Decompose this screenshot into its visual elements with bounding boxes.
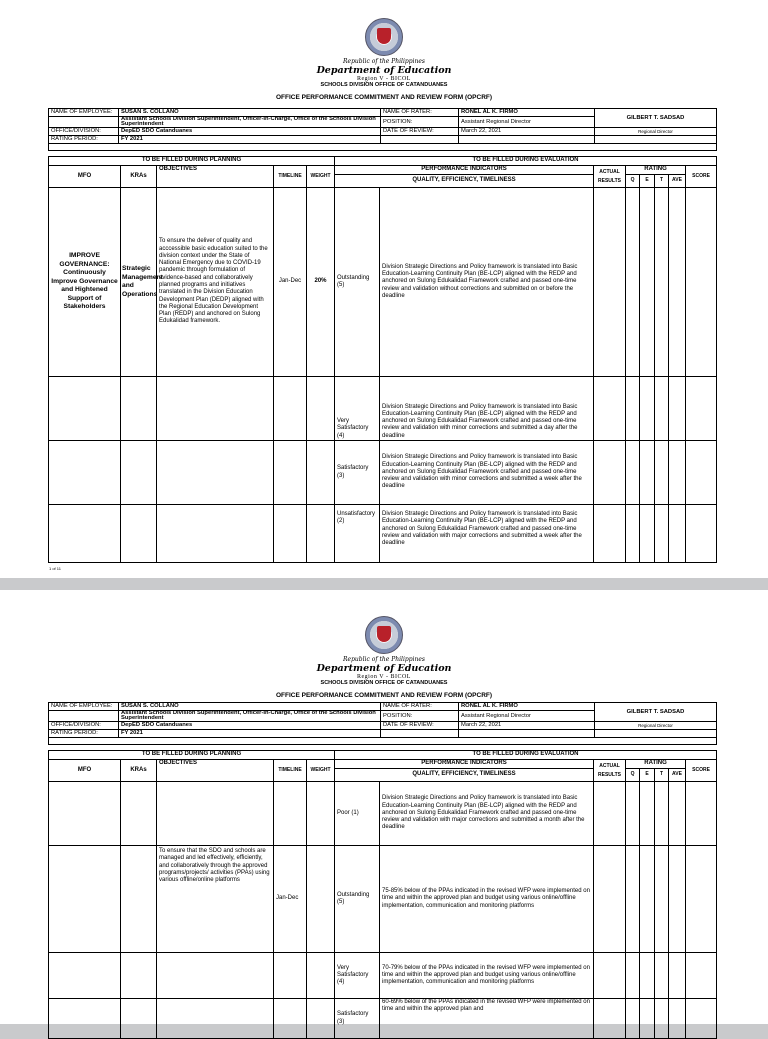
approver-title: Regional Director bbox=[595, 722, 717, 730]
col-qet: QUALITY, EFFICIENCY, TIMELINESS bbox=[335, 769, 594, 782]
table-row bbox=[49, 953, 717, 999]
evaluation-header: TO BE FILLED DURING EVALUATION bbox=[335, 157, 717, 166]
review-label: DATE OF REVIEW: bbox=[381, 722, 459, 730]
republic-line: Republic of the Philippines bbox=[343, 656, 425, 663]
rater-value: RONEL AL K. FIRMO bbox=[459, 703, 595, 711]
approver-title: Regional Director bbox=[595, 128, 717, 136]
employee-label: NAME OF EMPLOYEE: bbox=[49, 109, 119, 117]
indicator-cell: Division Strategic Directions and Policy framework is translated into Basic Education-Learning Continuity Plan (BE-LCP) aligned with the REDP and anchored on Sulong Edukalidad Framework crafted and passed one-time review and validation with minor corrections and submitted a day after the deadline bbox=[380, 377, 594, 441]
deped-seal-icon bbox=[365, 18, 403, 56]
col-t: T bbox=[655, 769, 669, 782]
rating-level: Poor (1) bbox=[335, 782, 380, 846]
col-actual-results: ACTUAL RESULTS bbox=[594, 166, 626, 188]
col-rating: RATING bbox=[626, 760, 686, 769]
indicator-cell: Division Strategic Directions and Policy framework is translated into Basic Education-Learning Continuity Plan (BE-LCP) aligned with the REDP and anchored on Sulong Edukalidad Framework crafted and passed one-time review and validation with major corrections and submitted a week after the deadline bbox=[380, 505, 594, 563]
rating-level: Very Satisfactory (4) bbox=[335, 377, 380, 441]
indicator-cell: 70-79% below of the PPAs indicated in the revised WFP were implemented on time and within the approved plan and budget using various online/offline implementation, communication and monitoring platforms bbox=[380, 953, 594, 999]
period-label: RATING PERIOD: bbox=[49, 136, 119, 144]
approver-name: GILBERT T. SADSAD bbox=[595, 703, 717, 722]
timeline-cell: Jan-Dec bbox=[274, 188, 307, 377]
employee-value: SUSAN S. COLLANO bbox=[119, 109, 381, 117]
col-q: Q bbox=[626, 769, 640, 782]
employee-position: Assistant Schools Division Superintendent, Officer-In-Charge, Office of the Schools Division Superintendent bbox=[119, 117, 381, 128]
office-label: OFFICE/DIVISION: bbox=[49, 722, 119, 730]
opcrf-page-2 bbox=[0, 590, 768, 1024]
indicator-cell: 75-85% below of the PPAs indicated in the revised WFP were implemented on time and within the approved plan and budget using various online/offline implementation, communication and monitoring platforms bbox=[380, 846, 594, 953]
col-ave: AVE bbox=[669, 769, 686, 782]
approver-name: GILBERT T. SADSAD bbox=[595, 109, 717, 128]
period-value: FY 2021 bbox=[119, 730, 381, 738]
department-name: Department of Education bbox=[316, 663, 452, 674]
performance-table-2 bbox=[48, 750, 717, 1039]
employee-position: Assistant Schools Division Superintendent, Officer-In-Charge, Office of the Schools Division Superintendent bbox=[119, 711, 381, 722]
rater-position: Assistant Regional Director bbox=[459, 117, 595, 128]
indicator-cell: Division Strategic Directions and Policy framework is translated into Basic Education-Learning Continuity Plan (BE-LCP) aligned with the REDP and anchored on Sulong Edukalidad Framework crafted and passed one-time review and validation without corrections and submitted on or before the deadline bbox=[380, 188, 594, 377]
col-weight: WEIGHT bbox=[307, 166, 335, 188]
col-objectives: OBJECTIVES bbox=[157, 760, 274, 782]
col-actual-results: ACTUAL RESULTS bbox=[594, 760, 626, 782]
letterhead bbox=[0, 0, 768, 101]
office-name: SCHOOLS DIVISION OFFICE OF CATANDUANES bbox=[320, 82, 448, 88]
col-score: SCORE bbox=[686, 166, 717, 188]
indicator-cell: 60-69% below of the PPAs indicated in the revised WFP were implemented on time and within the approved plan and bbox=[380, 999, 594, 1039]
table-row bbox=[49, 441, 717, 505]
deped-seal-icon bbox=[365, 616, 403, 654]
rating-level: Outstanding (5) bbox=[335, 188, 380, 377]
rater-label: NAME OF RATER: bbox=[381, 109, 459, 117]
col-ave: AVE bbox=[669, 175, 686, 188]
rating-level: Unsatisfactory (2) bbox=[335, 505, 380, 563]
table-row bbox=[49, 782, 717, 846]
rating-level: Outstanding (5) bbox=[335, 846, 380, 953]
performance-table-1 bbox=[48, 156, 717, 563]
rating-level: Satisfactory (3) bbox=[335, 999, 380, 1039]
col-t: T bbox=[655, 175, 669, 188]
rater-position: Assistant Regional Director bbox=[459, 711, 595, 722]
timeline-cell: Jan-Dec bbox=[274, 846, 307, 953]
employee-value: SUSAN S. COLLANO bbox=[119, 703, 381, 711]
col-score: SCORE bbox=[686, 760, 717, 782]
rating-level: Satisfactory (3) bbox=[335, 441, 380, 505]
col-weight: WEIGHT bbox=[307, 760, 335, 782]
col-timeline: TIMELINE bbox=[274, 166, 307, 188]
letterhead bbox=[0, 590, 768, 699]
col-perf-indicators: PERFORMANCE INDICATORS bbox=[335, 760, 594, 769]
col-e: E bbox=[640, 175, 655, 188]
region-line: Region V - BICOL bbox=[357, 76, 411, 82]
col-rating: RATING bbox=[626, 166, 686, 175]
objective-cell: To ensure the deliver of quality and acccessible basic education suited to the division context under the State of National Emergency due to COVID-19 pandemic through formulation of evidence-based and collaboratively planned programs and initiatives translated in the Division Education Development Plan (DEDP) aligned with the Regional Education Development Plan (REDP) and anchored on Sulong Edukalidad framework. bbox=[157, 188, 274, 377]
form-title: OFFICE PERFORMANCE COMMITMENT AND REVIEW FORM (OPCRF) bbox=[275, 692, 493, 699]
employee-label: NAME OF EMPLOYEE: bbox=[49, 703, 119, 711]
col-objectives: OBJECTIVES bbox=[157, 166, 274, 188]
office-value: DepED SDO Catanduanes bbox=[119, 722, 381, 730]
col-qet: QUALITY, EFFICIENCY, TIMELINESS bbox=[335, 175, 594, 188]
planning-header: TO BE FILLED DURING PLANNING bbox=[49, 157, 335, 166]
position-label: POSITION: bbox=[381, 117, 459, 128]
evaluation-header: TO BE FILLED DURING EVALUATION bbox=[335, 751, 717, 760]
form-title: OFFICE PERFORMANCE COMMITMENT AND REVIEW FORM (OPCRF) bbox=[275, 94, 493, 101]
objective-cell: To ensure that the SDO and schools are managed and led effectively, efficiently, and collaboratively through the approved programs/projects/ activities (PPAs) using various offline/online platforms bbox=[157, 846, 274, 953]
period-label: RATING PERIOD: bbox=[49, 730, 119, 738]
period-value: FY 2021 bbox=[119, 136, 381, 144]
position-label: POSITION: bbox=[381, 711, 459, 722]
mfo-cell: IMPROVE GOVERNANCE: Continuously Improve Governance and Hightened Support of Stakeholders bbox=[49, 188, 121, 377]
region-line: Region V - BICOL bbox=[357, 674, 411, 680]
col-q: Q bbox=[626, 175, 640, 188]
page-number: 1 of 11 bbox=[49, 566, 61, 571]
col-kras: KRAs bbox=[121, 760, 157, 782]
table-row bbox=[49, 505, 717, 563]
office-label: OFFICE/DIVISION: bbox=[49, 128, 119, 136]
office-value: DepED SDO Catanduanes bbox=[119, 128, 381, 136]
col-timeline: TIMELINE bbox=[274, 760, 307, 782]
kra-cell: Strategic Management and Operations bbox=[121, 188, 157, 377]
review-label: DATE OF REVIEW: bbox=[381, 128, 459, 136]
employee-info-table bbox=[48, 108, 717, 151]
col-mfo: MFO bbox=[49, 760, 121, 782]
planning-header: TO BE FILLED DURING PLANNING bbox=[49, 751, 335, 760]
col-e: E bbox=[640, 769, 655, 782]
col-perf-indicators: PERFORMANCE INDICATORS bbox=[335, 166, 594, 175]
review-value: March 22, 2021 bbox=[459, 722, 595, 730]
table-row bbox=[49, 999, 717, 1039]
table-row bbox=[49, 188, 717, 377]
table-row bbox=[49, 846, 717, 953]
indicator-cell: Division Strategic Directions and Policy framework is translated into Basic Education-Learning Continuity Plan (BE-LCP) aligned with the REDP and anchored on Sulong Edukalidad Framework crafted and passed one-time review and validation with major corrections and submitted a month after the deadline bbox=[380, 782, 594, 846]
rater-value: RONEL AL K. FIRMO bbox=[459, 109, 595, 117]
rater-label: NAME OF RATER: bbox=[381, 703, 459, 711]
republic-line: Republic of the Philippines bbox=[343, 58, 425, 65]
office-name: SCHOOLS DIVISION OFFICE OF CATANDUANES bbox=[320, 680, 448, 686]
table-row bbox=[49, 377, 717, 441]
weight-cell: 20% bbox=[307, 188, 335, 377]
col-mfo: MFO bbox=[49, 166, 121, 188]
employee-info-table bbox=[48, 702, 717, 745]
col-kras: KRAs bbox=[121, 166, 157, 188]
department-name: Department of Education bbox=[316, 65, 452, 76]
indicator-cell: Division Strategic Directions and Policy framework is translated into Basic Education-Learning Continuity Plan (BE-LCP) aligned with the REDP and anchored on Sulong Edukalidad Framework crafted and passed one-time review and validation with minor corrections and submitted a week after the deadline bbox=[380, 441, 594, 505]
rating-level: Very Satisfactory (4) bbox=[335, 953, 380, 999]
review-value: March 22, 2021 bbox=[459, 128, 595, 136]
